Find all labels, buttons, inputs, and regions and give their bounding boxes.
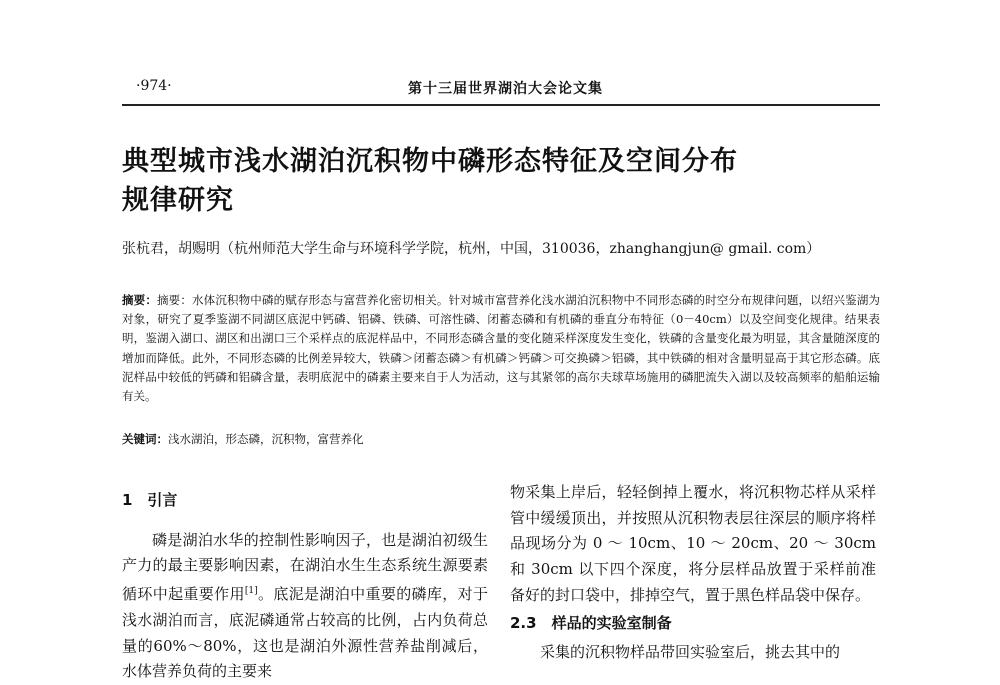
article-title: [122, 142, 822, 220]
running-title: 第十三届世界湖泊大会论文集: [408, 81, 603, 97]
title-line-2: 规律研究: [122, 185, 234, 216]
title-line-1: 典型城市浅水湖泊沉积物中磷形态特征及空间分布: [122, 146, 738, 177]
left-column: [122, 480, 488, 685]
lab-prep-paragraph: 采集的沉积物样品带回实验室后，挑去其中的: [540, 643, 841, 662]
right-column: [510, 480, 876, 666]
keywords-text: 浅水湖泊，形态磷，沉积物，富营养化: [168, 432, 364, 446]
abstract-text: 摘要：水体沉积物中磷的赋存形态与富营养化密切相关。针对城市富营养化浅水湖泊沉积物中不同形态磷的时空分布规律问题，以绍兴鉴湖为对象，研究了夏季鉴湖不同湖区底泥中钙磷、铝磷、铁磷、可溶性磷、闭蓄态磷和有机磷的垂直分布特征（0－40cm）以及空间变化规律。结果表明，鉴湖入湖口、湖区和出湖口三个采样点的底泥样品中，不同形态磷含量的变化随采样深度发生变化，铁磷的含量变化最为明显，其含量随深度的增加而降低。此外，不同形态磷的比例差异较大，铁磷＞闭蓄态磷＞有机磷＞钙磷＞可交换磷＞铝磷，其中铁磷的相对含量明显高于其它形态磷。底泥样品中较低的钙磷和铝磷含量，表明底泥中的磷素主要来自于人为活动，这与其紧邻的高尔夫球草场施用的磷肥流失入湖以及较高频率的船舶运输有关。: [122, 293, 881, 404]
intro-text-part-1: 磷是湖泊水华的控制性影响因子，也是湖泊初级生产力的最主要影响因素，在湖泊水生生态系统生源要素循环中起重要作用: [122, 530, 488, 604]
introduction-paragraph: [122, 528, 488, 685]
intro-text-part-2: 。底泥是湖泊中重要的磷库，对于浅水湖泊而言，底泥磷通常占较高的比例，占内负荷总量的60%～80%，这也是湖泊外源性营养盐削减后，水体营养负荷的主要来: [122, 585, 488, 681]
page-number: ·974·: [136, 78, 172, 94]
keywords: [122, 431, 880, 447]
header-rule: [122, 104, 880, 106]
keywords-label: 关键词：: [122, 432, 168, 446]
abstract-label: 摘要：: [122, 293, 157, 307]
abstract: [122, 291, 880, 406]
section-heading-introduction: 1 引言: [122, 491, 178, 509]
sampling-paragraph: 物采集上岸后，轻轻倒掉上覆水，将沉积物芯样从采样管中缓缓顶出，并按照从沉积物表层往深层的顺序将样品现场分为 0 ～ 10cm、10 ～ 20cm、20 ～ 30cm 和 30cm 以下四个深度，将分层样品放置于采样前准备好的封口袋中，排掉空气，置于黑色样品袋中保存。: [510, 483, 876, 604]
author-affiliation: 张杭君，胡赐明（杭州师范大学生命与环境科学学院，杭州，中国，310036，zhanghangjun@ gmail. com）: [122, 241, 821, 257]
citation-ref: [1]: [244, 586, 258, 597]
section-heading-2-3: 2.3 样品的实验室制备: [510, 613, 672, 632]
